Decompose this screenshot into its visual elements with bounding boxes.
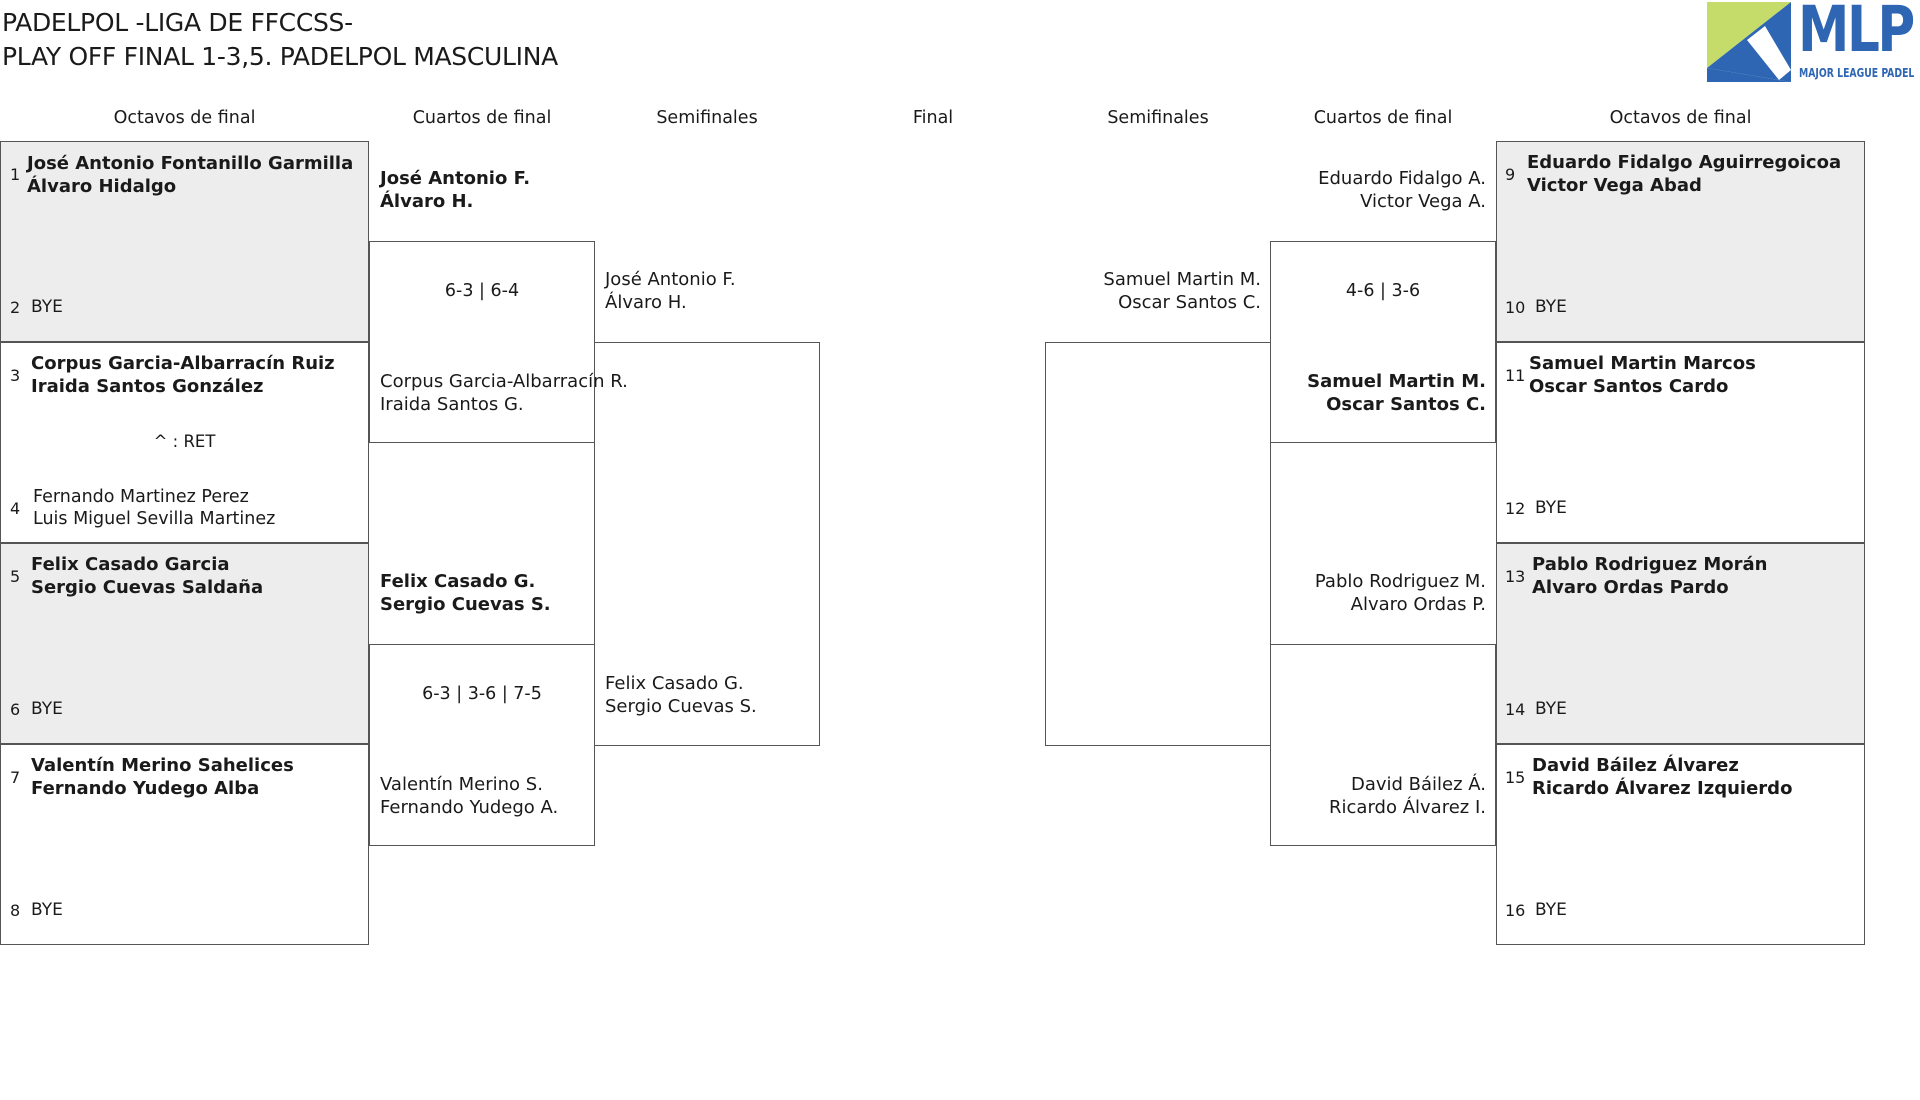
player-name: Valentín Merino Sahelices [31,755,294,776]
seed-number: 3 [10,366,21,385]
team-player: Iraida Santos G. [380,394,524,415]
seed-number: 10 [1505,298,1526,317]
player-name: Pablo Rodriguez Morán [1532,554,1768,575]
left-qf-2-team-a [380,570,551,616]
header-left-qf: Cuartos de final [412,108,552,128]
right-sf-connector [1045,342,1271,746]
seed-number: 13 [1505,567,1526,586]
right-sf-team-a [1046,268,1261,314]
team-player: Alvaro Ordas P. [1350,594,1486,615]
team-player: Victor Vega A. [1360,191,1486,212]
seed-number: 7 [10,768,21,787]
player-name: Sergio Cuevas Saldaña [31,577,264,598]
seed-number: 2 [10,298,21,317]
player-name: Luis Miguel Sevilla Martinez [33,509,276,529]
left-sf-team-b [605,672,757,718]
player-name: Ricardo Álvarez Izquierdo [1532,778,1793,799]
team-player: Samuel Martin M. [1103,269,1261,290]
left-qf-2-team-b [380,773,558,819]
seed-number: 6 [10,700,21,719]
seed-number: 9 [1505,165,1516,184]
team-player: Sergio Cuevas S. [605,696,757,717]
left-qf-1-team-a [380,167,530,213]
player-name: Felix Casado Garcia [31,554,230,575]
left-qf-1-team-b [380,370,628,416]
team-player: Oscar Santos C. [1118,292,1261,313]
mlp-logo [1707,0,1917,84]
right-qf-2-team-a [1271,570,1486,616]
team-player: José Antonio F. [605,269,736,290]
player-name: Oscar Santos Cardo [1529,376,1729,397]
bye-label: BYE [1535,498,1567,518]
header-left-r16: Octavos de final [113,108,256,128]
logo-subtitle: MAJOR LEAGUE PADEL [1799,66,1915,80]
right-r16-match-2 [1496,342,1865,543]
player-name: Eduardo Fidalgo Aguirregoicoa [1527,152,1842,173]
seed-number: 5 [10,567,21,586]
seed-number: 8 [10,901,21,920]
left-r16-match-4 [0,744,369,945]
bye-label: BYE [1535,900,1567,920]
seed-number: 1 [10,165,21,184]
page-subtitle: PLAY OFF FINAL 1-3,5. PADELPOL MASCULINA [2,42,558,71]
header-right-sf: Semifinales [1107,108,1209,128]
player-name: Corpus Garcia-Albarracín Ruiz [31,353,335,374]
team-player: Felix Casado G. [605,673,744,694]
right-qf-1-team-a [1271,167,1486,213]
team-player: Álvaro H. [605,292,687,313]
team-player: Corpus Garcia-Albarracín R. [380,371,628,392]
team-player: David Báilez Á. [1350,774,1486,795]
team-player: Álvaro H. [380,191,474,212]
left-r16-match-1 [0,141,369,342]
player-name: Alvaro Ordas Pardo [1532,577,1729,598]
page-title: PADELPOL -LIGA DE FFCCSS- [2,8,353,37]
player-name: José Antonio Fontanillo Garmilla [27,153,354,174]
seed-number: 11 [1505,366,1526,385]
left-qf-2-score: 6-3 | 3-6 | 7-5 [422,684,542,704]
player-name: Álvaro Hidalgo [27,176,177,197]
team-player: Sergio Cuevas S. [380,594,551,615]
bye-label: BYE [1535,699,1567,719]
right-r16-match-4 [1496,744,1865,945]
right-qf-1-team-b [1271,370,1486,416]
right-r16-match-1 [1496,141,1865,342]
bye-label: BYE [31,699,63,719]
team-player: Felix Casado G. [380,571,536,592]
player-name: Fernando Martinez Perez [33,487,249,507]
team-player: Oscar Santos C. [1326,394,1486,415]
right-qf-2-team-b [1271,773,1486,819]
left-sf-team-a [605,268,736,314]
bye-label: BYE [1535,297,1567,317]
retirement-note: ^ : RET [153,432,216,451]
header-left-sf: Semifinales [656,108,758,128]
team-player: Ricardo Álvarez I. [1329,797,1486,818]
team-player: Samuel Martin M. [1307,371,1486,392]
team-player: José Antonio F. [380,168,531,189]
team-player: Valentín Merino S. [380,774,543,795]
seed-number: 4 [10,499,21,518]
logo-text: MLP [1798,0,1913,66]
seed-number: 14 [1505,700,1526,719]
right-qf-1-score: 4-6 | 3-6 [1345,281,1421,301]
player-name: Iraida Santos González [31,376,264,397]
left-qf-1-score: 6-3 | 6-4 [444,281,520,301]
team-player: Fernando Yudego A. [380,797,559,818]
header-right-qf: Cuartos de final [1313,108,1453,128]
team-player: Pablo Rodriguez M. [1314,571,1486,592]
bye-label: BYE [31,900,63,920]
bye-label: BYE [31,297,63,317]
player-name: David Báilez Álvarez [1532,755,1739,776]
player-name: Fernando Yudego Alba [31,778,260,799]
header-final: Final [912,108,954,128]
player-name: Victor Vega Abad [1527,175,1702,196]
left-r16-match-2 [0,342,369,543]
seed-number: 12 [1505,499,1526,518]
seed-number: 16 [1505,901,1526,920]
left-r16-match-3 [0,543,369,744]
seed-number: 15 [1505,768,1526,787]
right-r16-match-3 [1496,543,1865,744]
header-right-r16: Octavos de final [1609,108,1752,128]
player-name: Samuel Martin Marcos [1529,353,1756,374]
team-player: Eduardo Fidalgo A. [1318,168,1486,189]
